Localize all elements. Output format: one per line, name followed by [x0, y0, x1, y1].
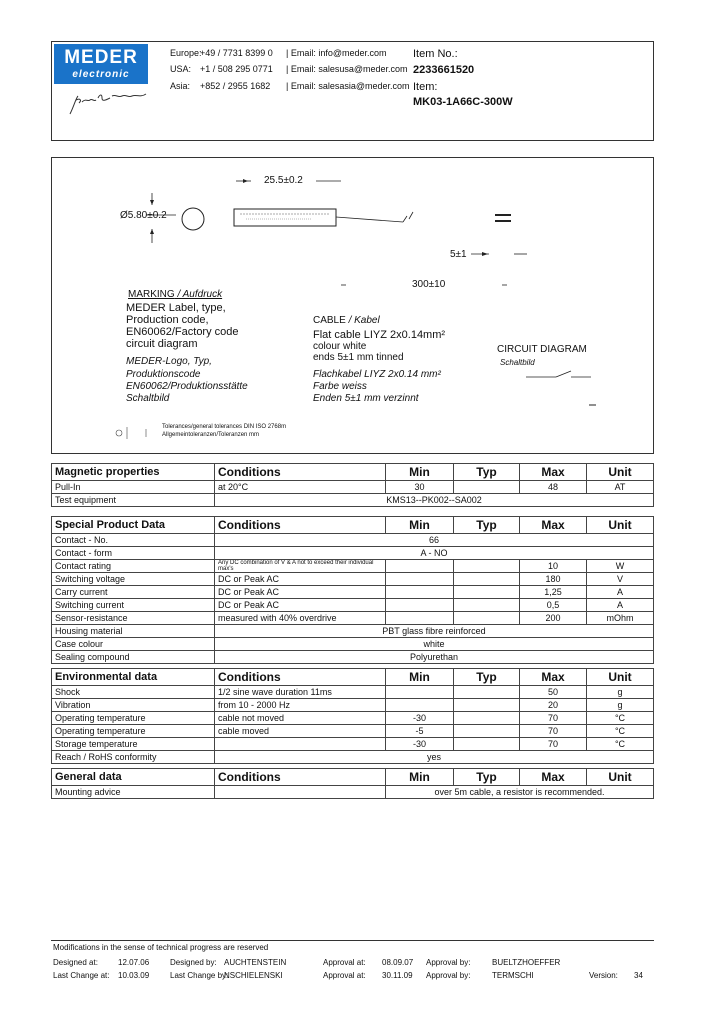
row-cond: at 20°C	[215, 481, 386, 494]
row-max: 70	[520, 712, 587, 725]
row-unit: °C	[587, 725, 654, 738]
header-cell: Max	[520, 517, 587, 534]
row-typ	[454, 712, 520, 725]
cable-line-2: colour white	[313, 341, 367, 352]
row-value: A - NO	[215, 547, 654, 560]
circuit-title-de: Schaltbild	[500, 358, 535, 367]
table-row	[52, 599, 654, 612]
approval-by-value-1: BUELTZHOEFFER	[492, 958, 561, 967]
designed-at-value: 12.07.06	[118, 958, 150, 967]
row-cond	[215, 786, 386, 799]
contact-email-us[interactable]: | Email: salesusa@meder.com	[286, 64, 408, 74]
header-cell: Unit	[587, 517, 654, 534]
table-row	[52, 612, 654, 625]
header-cell: General data	[52, 769, 215, 786]
contact-phone-us: +1 / 508 295 0771	[200, 64, 273, 74]
header-cell: Max	[520, 769, 587, 786]
table-row	[52, 786, 654, 799]
approval-by-value-2: TERMSCHI	[492, 971, 534, 980]
table-header	[52, 669, 654, 686]
row-max: 1,25	[520, 586, 587, 599]
table-header	[52, 517, 654, 534]
footer-rule	[51, 940, 654, 941]
marking-line-2: Production code,	[126, 314, 209, 326]
dim-diameter: Ø5.80±0.2	[120, 210, 167, 221]
header-cell: Environmental data	[52, 669, 215, 686]
table-row	[52, 651, 654, 664]
row-cond: from 10 - 2000 Hz	[215, 699, 386, 712]
row-unit: V	[587, 573, 654, 586]
row-cond: cable moved	[215, 725, 386, 738]
row-name: Carry current	[52, 586, 215, 599]
logo-line2: electronic	[72, 69, 130, 80]
table-row	[52, 712, 654, 725]
table-row	[52, 586, 654, 599]
table-header	[52, 769, 654, 786]
marking-line-1: MEDER Label, type,	[126, 302, 226, 314]
general-data-table	[51, 768, 654, 799]
row-min	[386, 560, 454, 573]
last-change-at-label: Last Change at:	[53, 971, 110, 980]
cable-line-de-3: Enden 5±1 mm verzinnt	[313, 393, 419, 404]
header-cell: Conditions	[215, 517, 386, 534]
table-row	[52, 751, 654, 764]
footer-notice: Modifications in the sense of technical progress are reserved	[53, 943, 269, 952]
approval-at-value-2: 30.11.09	[382, 971, 413, 980]
table-row	[52, 686, 654, 699]
marking-line-4: circuit diagram	[126, 338, 198, 350]
row-unit: g	[587, 699, 654, 712]
row-unit: A	[587, 599, 654, 612]
header-cell: Unit	[587, 669, 654, 686]
header-cell: Max	[520, 464, 587, 481]
row-unit: A	[587, 586, 654, 599]
marking-line-de-4: Schaltbild	[126, 393, 170, 404]
row-min: -30	[386, 738, 454, 751]
header-cell: Special Product Data	[52, 517, 215, 534]
row-name: Test equipment	[52, 494, 215, 507]
row-name: Case colour	[52, 638, 215, 651]
table-header	[52, 464, 654, 481]
cable-title-en: CABLE	[313, 315, 346, 326]
approval-at-label-2: Approval at:	[323, 971, 366, 980]
row-name: Storage temperature	[52, 738, 215, 751]
cable-title-de: / Kabel	[345, 315, 380, 326]
header-cell: Conditions	[215, 769, 386, 786]
header-cell: Min	[386, 517, 454, 534]
header-cell: Magnetic properties	[52, 464, 215, 481]
cable-title	[313, 315, 380, 326]
tolerance-note-1: Tolerances/general tolerances DIN ISO 2768m	[162, 424, 287, 430]
contact-phone-eu: +49 / 7731 8399 0	[200, 48, 273, 58]
header-cell: Typ	[454, 769, 520, 786]
row-max: 0,5	[520, 599, 587, 612]
table-row	[52, 560, 654, 573]
row-cond: cable not moved	[215, 712, 386, 725]
row-name: Sealing compound	[52, 651, 215, 664]
item-label: Item:	[413, 81, 438, 93]
table-row	[52, 481, 654, 494]
row-name: Housing material	[52, 625, 215, 638]
row-cond	[215, 738, 386, 751]
row-unit: g	[587, 686, 654, 699]
row-cond: 1/2 sine wave duration 11ms	[215, 686, 386, 699]
approval-by-label-1: Approval by:	[426, 958, 471, 967]
designed-by-label: Designed by:	[170, 958, 217, 967]
row-name: Reach / RoHS conformity	[52, 751, 215, 764]
row-unit: °C	[587, 738, 654, 751]
header-cell: Max	[520, 669, 587, 686]
row-cond: Any DC combination of V & A not to exceed their individual max's	[215, 560, 386, 573]
row-max: 70	[520, 725, 587, 738]
row-min	[386, 586, 454, 599]
row-cond: DC or Peak AC	[215, 599, 386, 612]
tolerance-note-2: Allgemeintoleranzen/Toleranzen mm	[162, 432, 260, 438]
row-max: 70	[520, 738, 587, 751]
marking-line-de-1: MEDER-Logo, Typ,	[126, 356, 212, 367]
logo-line1: MEDER	[64, 47, 138, 68]
header-cell: Min	[386, 769, 454, 786]
contact-region-asia: Asia:	[170, 81, 191, 91]
row-name: Switching voltage	[52, 573, 215, 586]
marking-line-de-3: EN60062/Produktionsstätte	[126, 381, 248, 392]
row-max: 200	[520, 612, 587, 625]
table-row	[52, 638, 654, 651]
table-row	[52, 534, 654, 547]
row-name: Operating temperature	[52, 725, 215, 738]
row-typ	[454, 599, 520, 612]
marking-line-de-2: Produktionscode	[126, 369, 201, 380]
row-typ	[454, 738, 520, 751]
row-name: Contact - No.	[52, 534, 215, 547]
row-name: Operating temperature	[52, 712, 215, 725]
row-min	[386, 599, 454, 612]
row-typ	[454, 725, 520, 738]
approval-at-value-1: 08.09.07	[382, 958, 414, 967]
row-max: 20	[520, 699, 587, 712]
row-min: -30	[386, 712, 454, 725]
row-unit: °C	[587, 712, 654, 725]
row-min	[386, 699, 454, 712]
row-name: Sensor-resistance	[52, 612, 215, 625]
header-cell: Min	[386, 464, 454, 481]
cable-line-3: ends 5±1 mm tinned	[313, 352, 404, 363]
table-row	[52, 494, 654, 507]
contact-phone-asia: +852 / 2955 1682	[200, 81, 271, 91]
row-cond: DC or Peak AC	[215, 586, 386, 599]
table-row	[52, 738, 654, 751]
item-no-label: Item No.:	[413, 48, 458, 60]
header-cell: Typ	[454, 464, 520, 481]
row-unit: mOhm	[587, 612, 654, 625]
cable-line-de-1: Flachkabel LIYZ 2x0.14 mm²	[313, 369, 441, 380]
row-min	[386, 686, 454, 699]
row-name: Contact rating	[52, 560, 215, 573]
row-max: 50	[520, 686, 587, 699]
last-change-by-value: NSCHIELENSKI	[224, 971, 283, 980]
dim-length: 25.5±0.2	[264, 175, 303, 186]
row-name: Contact - form	[52, 547, 215, 560]
row-cond: DC or Peak AC	[215, 573, 386, 586]
version-label: Version:	[589, 971, 618, 980]
row-value: Polyurethan	[215, 651, 654, 664]
contact-email-eu[interactable]: | Email: info@meder.com	[286, 48, 387, 58]
designed-at-label: Designed at:	[53, 958, 98, 967]
approval-by-label-2: Approval by:	[426, 971, 471, 980]
header-cell: Unit	[587, 464, 654, 481]
marking-line-3: EN60062/Factory code	[126, 326, 239, 338]
header-cell: Unit	[587, 769, 654, 786]
marking-title-de: / Aufdruck	[174, 289, 223, 300]
contact-email-asia[interactable]: | Email: salesasia@meder.com	[286, 81, 410, 91]
logo-tagline-signature	[66, 88, 154, 120]
item-no-value: 2233661520	[413, 64, 475, 76]
row-max: 48	[520, 481, 587, 494]
header-cell: Min	[386, 669, 454, 686]
row-name: Shock	[52, 686, 215, 699]
row-value: yes	[215, 751, 654, 764]
row-name: Switching current	[52, 599, 215, 612]
row-value: over 5m cable, a resistor is recommended.	[386, 786, 654, 799]
row-typ	[454, 586, 520, 599]
row-typ	[454, 612, 520, 625]
cable-line-1: Flat cable LIYZ 2x0.14mm²	[313, 329, 446, 341]
dim-strip: 5±1	[450, 249, 467, 260]
row-typ	[454, 686, 520, 699]
header-cell: Typ	[454, 517, 520, 534]
row-max: 10	[520, 560, 587, 573]
cable-line-de-2: Farbe weiss	[313, 381, 367, 392]
row-typ	[454, 573, 520, 586]
contact-region-eu: Europe:	[170, 48, 202, 58]
table-row	[52, 699, 654, 712]
row-max: 180	[520, 573, 587, 586]
row-value: white	[215, 638, 654, 651]
special-product-data-table	[51, 516, 654, 664]
row-name: Mounting advice	[52, 786, 215, 799]
row-unit: AT	[587, 481, 654, 494]
row-min: -5	[386, 725, 454, 738]
row-value: PBT glass fibre reinforced	[215, 625, 654, 638]
row-typ	[454, 481, 520, 494]
row-cond: measured with 40% overdrive	[215, 612, 386, 625]
row-name: Pull-In	[52, 481, 215, 494]
marking-title	[128, 289, 222, 300]
row-min: 30	[386, 481, 454, 494]
dim-cable: 300±10	[412, 279, 446, 290]
environmental-data-table	[51, 668, 654, 764]
header-cell: Typ	[454, 669, 520, 686]
row-typ	[454, 699, 520, 712]
row-min	[386, 612, 454, 625]
header-cell: Conditions	[215, 464, 386, 481]
table-row	[52, 725, 654, 738]
approval-at-label-1: Approval at:	[323, 958, 366, 967]
last-change-by-label: Last Change by:	[170, 971, 229, 980]
contact-region-us: USA:	[170, 64, 192, 74]
marking-title-en: MARKING	[128, 289, 175, 300]
row-typ	[454, 560, 520, 573]
item-value: MK03-1A66C-300W	[413, 96, 513, 108]
header-cell: Conditions	[215, 669, 386, 686]
table-row	[52, 573, 654, 586]
table-row	[52, 625, 654, 638]
last-change-at-value: 10.03.09	[118, 971, 150, 980]
row-value: 66	[215, 534, 654, 547]
table-row	[52, 547, 654, 560]
circuit-title: CIRCUIT DIAGRAM	[497, 344, 587, 355]
magnetic-properties-table	[51, 463, 654, 507]
designed-by-value: AUCHTENSTEIN	[224, 958, 287, 967]
version-value: 34	[634, 971, 643, 980]
row-min	[386, 573, 454, 586]
row-unit: W	[587, 560, 654, 573]
meder-logo	[54, 44, 148, 84]
row-name: Vibration	[52, 699, 215, 712]
row-value: KMS13--PK002--SA002	[215, 494, 654, 507]
